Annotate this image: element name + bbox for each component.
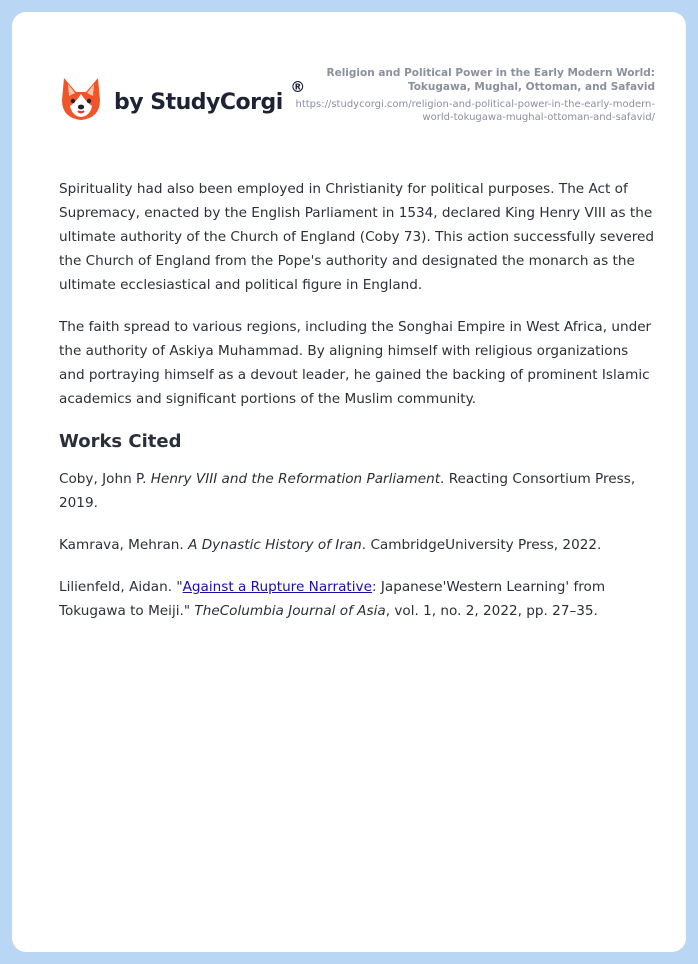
document-url[interactable]: https://studycorgi.com/religion-and-political-power-in-the-early-modern-world-tokugawa-mughal-ottoman-and-safavid/ [295,99,655,123]
paragraph-2: The faith spread to various regions, including the Songhai Empire in West Africa, under the authority of Askiya Muhammad. By aligning himself with religious organizations and portraying himself as a devout leader, he gained the backing of prominent Islamic academics and significant portions of the Muslim community. [59,319,652,407]
citation-text: . Reacting Consortium Press, 2019. [59,471,636,511]
brand-name [114,77,305,115]
citation-1 [59,467,657,515]
document-page [12,12,686,952]
citation-text: , vol. 1, no. 2, 2022, pp. 27–35. [385,603,598,619]
registered-mark: ® [290,77,305,96]
citation-3 [59,575,657,623]
corgi-icon [60,76,102,122]
citation-link[interactable]: Against a Rupture Narrative [182,579,372,595]
citation-2 [59,533,657,557]
document-meta [295,66,655,124]
citation-title: A Dynastic History of Iran [188,537,362,553]
citation-title: Henry VIII and the Reformation Parliament [150,471,441,487]
paragraph-1: Spirituality had also been employed in Christianity for political purposes. The Act of Supremacy, enacted by the English Parliament in 1534, declared King Henry VIII as the ultimate authority of the Church of England (Coby 73). This action successfully severed the Church of England from the Pope's authority and designated the monarch as the ultimate ecclesiastical and political figure in England. [59,181,655,293]
citation-text: Coby, John P. [59,471,151,487]
citation-text: Kamrava, Mehran. [59,537,189,553]
citation-text: . CambridgeUniversity Press, 2022. [361,537,602,553]
citation-journal: TheColumbia Journal of Asia [194,603,386,619]
document-body [59,177,657,641]
works-cited-heading: Works Cited [59,431,182,452]
citation-text: Lilienfeld, Aidan. " [59,579,183,595]
document-title: Religion and Political Power in the Early Modern World: Tokugawa, Mughal, Ottoman, and Safavid [326,67,655,93]
brand-label: by StudyCorgi [114,89,283,115]
citation-text: : Japanese'Western Learning' from Tokugawa to Meiji." [59,579,606,619]
studycorgi-logo[interactable] [60,76,305,122]
